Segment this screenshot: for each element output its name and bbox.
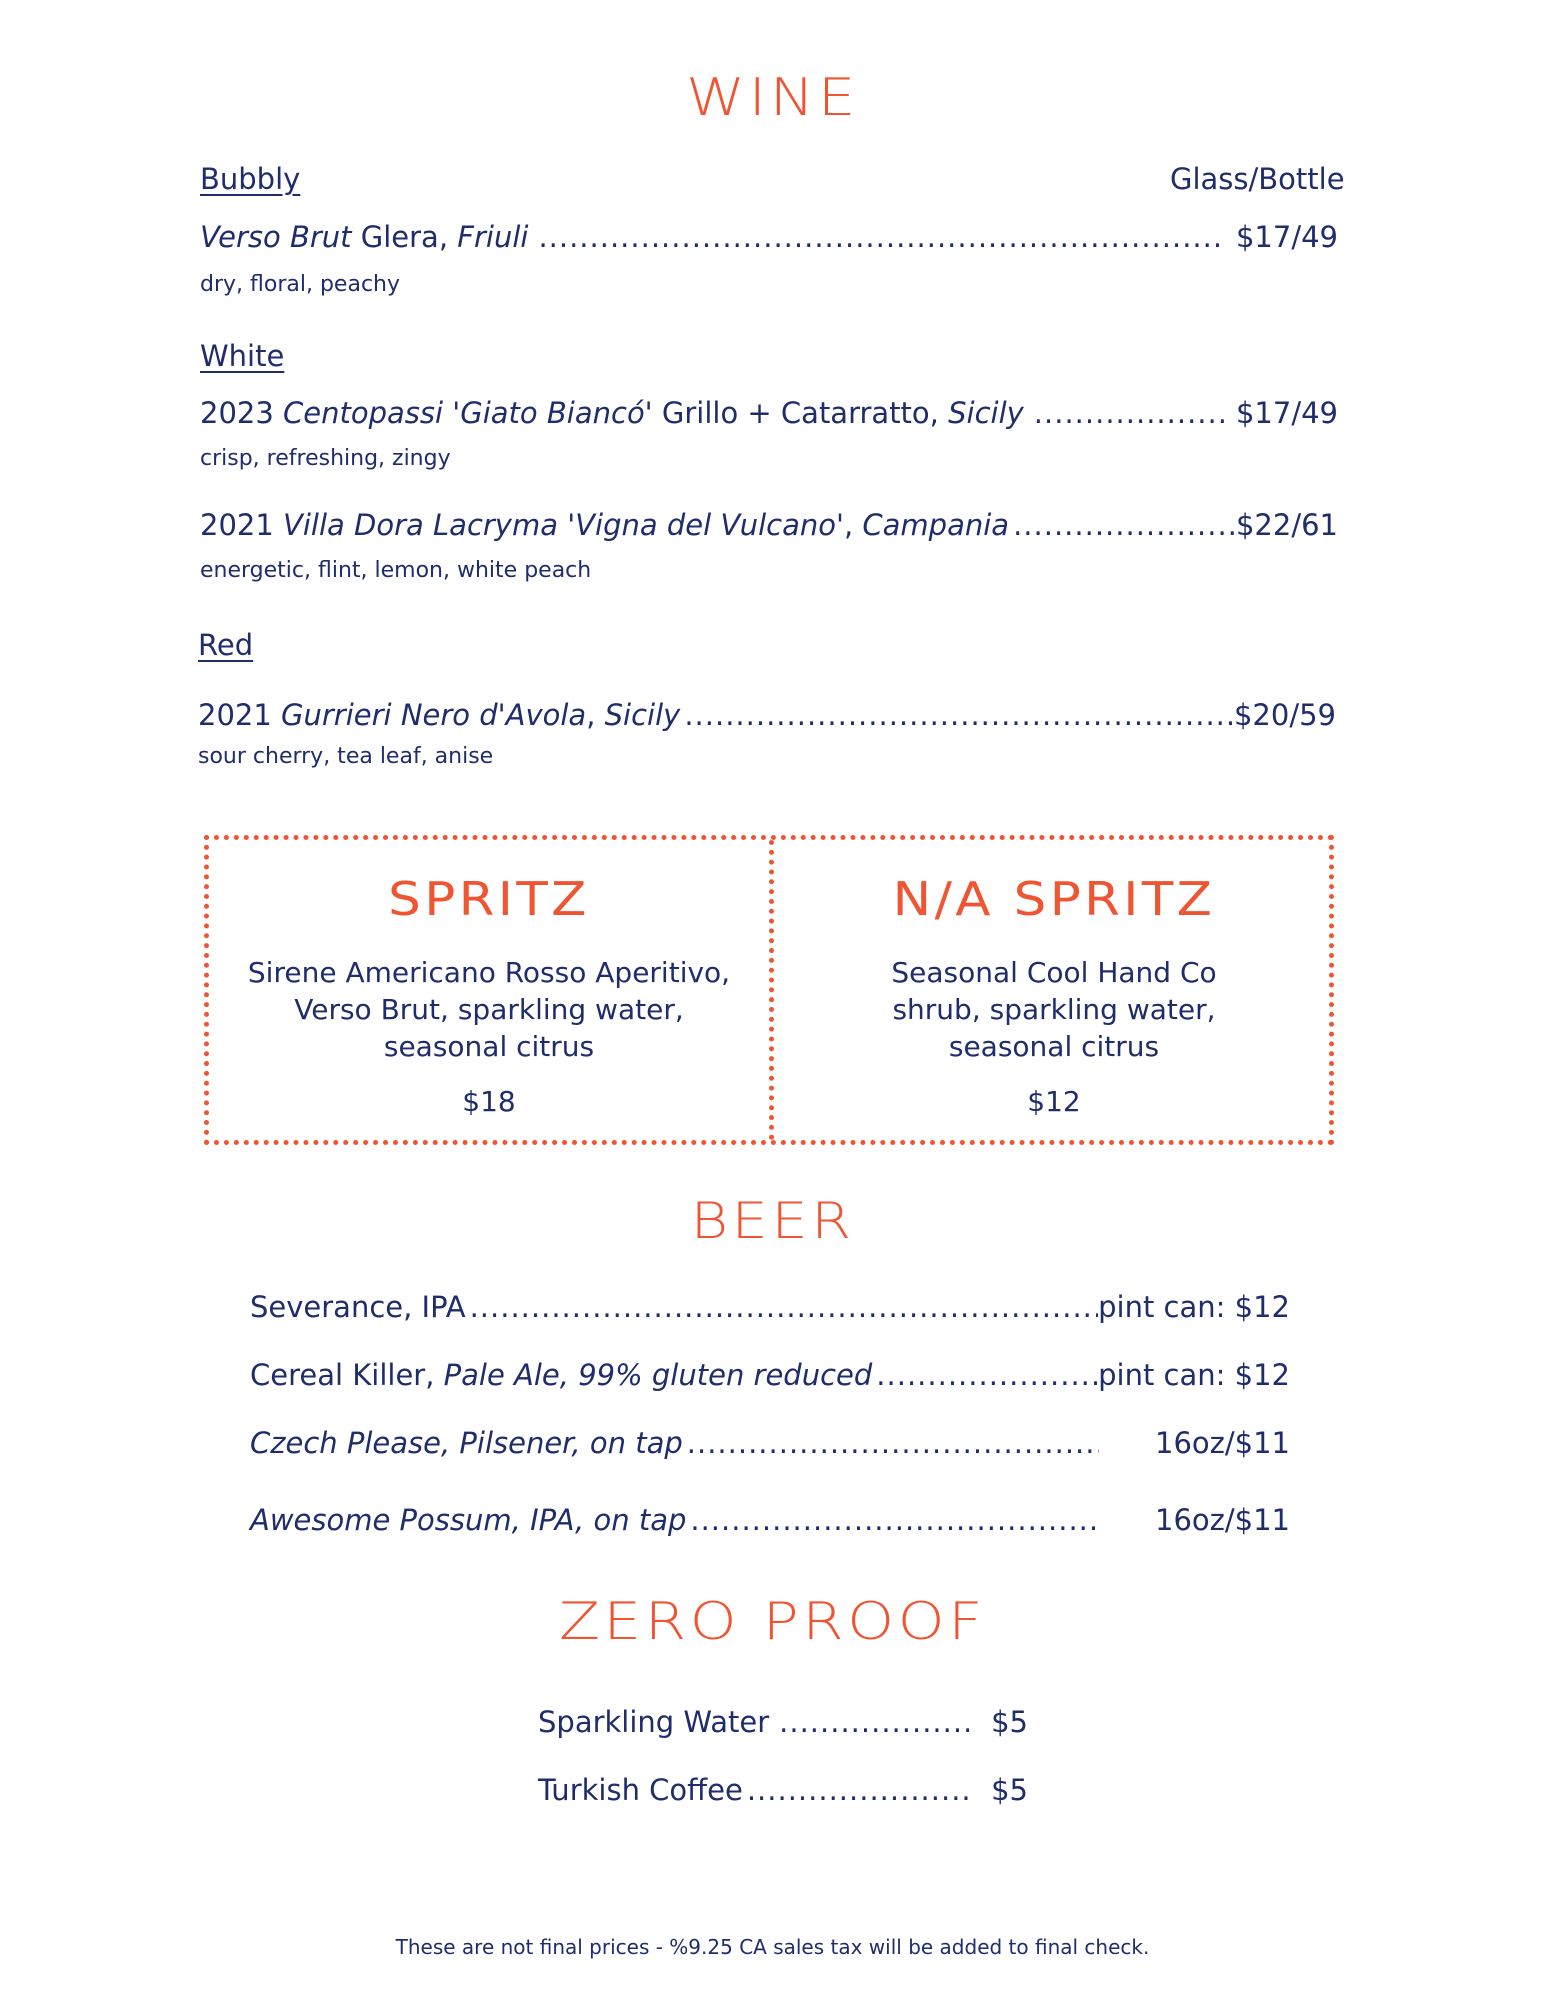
spritz-description [209, 954, 769, 1065]
na-spritz-line: Seasonal Cool Hand Co [891, 956, 1217, 989]
wine-year: 2021 [200, 508, 284, 542]
zero-proof-name: Sparkling Water [538, 1705, 770, 1739]
wine-price: $17/49 [1235, 396, 1338, 430]
spritz-column [209, 840, 769, 1118]
leader-dots [687, 1426, 1099, 1460]
spritz-line: Verso Brut, sparkling water, [294, 993, 684, 1026]
wine-item [200, 508, 1338, 542]
wine-name: Centopassi 'Giato Biancó' [283, 396, 653, 430]
wine-name: Gurrieri Nero d'Avola [281, 698, 587, 732]
beer-name: Cereal Killer, [250, 1358, 444, 1392]
red-heading: Red [198, 628, 254, 662]
spritz-line: seasonal citrus [383, 1030, 595, 1063]
leader-dots [470, 1290, 1099, 1324]
zero-proof-price: $5 [991, 1773, 1028, 1807]
leader-dots [684, 698, 1234, 732]
white-heading: White [200, 339, 285, 373]
spritz-line: Sirene Americano Rosso Aperitivo, [247, 956, 731, 989]
wine-notes: crisp, refreshing, zingy [200, 446, 451, 471]
leader-dots [876, 1358, 1098, 1392]
beer-title: BEER [690, 1192, 855, 1250]
wine-region: Campania [862, 508, 1010, 542]
wine-title: WINE [685, 68, 860, 128]
wine-region: Sicily [604, 698, 681, 732]
bubbly-heading: Bubbly [200, 162, 301, 196]
beer-style: Awesome Possum, IPA, on tap [250, 1503, 687, 1537]
na-spritz-column [774, 840, 1334, 1118]
glass-bottle-label: Glass/Bottle [1170, 162, 1345, 196]
wine-region: Sicily [948, 396, 1024, 430]
wine-item [198, 698, 1336, 732]
wine-name: Villa Dora Lacryma 'Vigna del Vulcano' [283, 508, 844, 542]
wine-grape: , [586, 698, 605, 732]
leader-dots [779, 1705, 969, 1739]
tax-disclaimer: These are not final prices - %9.25 CA sales tax will be added to final check. [395, 1935, 1150, 1959]
beer-item [250, 1358, 1290, 1392]
wine-item [200, 220, 1338, 254]
wine-name: Verso Brut [200, 220, 352, 254]
leader-dots [538, 220, 1226, 254]
wine-year: 2023 [200, 396, 284, 430]
wine-item [200, 396, 1338, 430]
leader-dots [1013, 508, 1236, 542]
beer-price: 16oz/$11 [1155, 1426, 1290, 1460]
wine-grape: Glera, [351, 220, 458, 254]
wine-price: $17/49 [1235, 220, 1338, 254]
wine-region: Friuli [457, 220, 529, 254]
beer-name: Severance, IPA [250, 1290, 466, 1324]
wine-notes: energetic, flint, lemon, white peach [200, 558, 592, 583]
beer-price: 16oz/$11 [1155, 1503, 1290, 1537]
zero-proof-title: ZERO PROOF [558, 1592, 987, 1652]
zero-proof-name: Turkish Coffee [538, 1773, 743, 1807]
wine-notes: sour cherry, tea leaf, anise [198, 744, 494, 769]
beer-item [250, 1426, 1290, 1460]
beer-item [250, 1290, 1290, 1324]
zero-proof-item [538, 1773, 1028, 1807]
wine-grape: Grillo + Catarratto, [652, 396, 949, 430]
beer-style: Pale Ale, 99% gluten reduced [443, 1358, 873, 1392]
leader-dots [747, 1773, 969, 1807]
na-spritz-line: shrub, sparkling water, [892, 993, 1216, 1026]
wine-price: $22/61 [1235, 508, 1338, 542]
wine-price: $20/59 [1233, 698, 1336, 732]
wine-notes: dry, floral, peachy [200, 272, 400, 297]
wine-year: 2021 [198, 698, 282, 732]
leader-dots [690, 1503, 1099, 1537]
spritz-box [204, 835, 1334, 1145]
spritz-title: SPRITZ [388, 872, 590, 926]
na-spritz-title: N/A SPRITZ [892, 872, 1216, 926]
zero-proof-price: $5 [991, 1705, 1028, 1739]
na-spritz-description [774, 954, 1334, 1065]
wine-grape: , [843, 508, 863, 542]
na-spritz-line: seasonal citrus [948, 1030, 1160, 1063]
beer-price: pint can: $12 [1098, 1290, 1290, 1324]
beer-price: pint can: $12 [1098, 1358, 1290, 1392]
leader-dots [1034, 396, 1226, 430]
na-spritz-price: $12 [1027, 1085, 1081, 1118]
beer-style: Czech Please, Pilsener, on tap [250, 1426, 683, 1460]
spritz-price: $18 [462, 1085, 516, 1118]
zero-proof-item [538, 1705, 1028, 1739]
beer-item [250, 1503, 1290, 1537]
